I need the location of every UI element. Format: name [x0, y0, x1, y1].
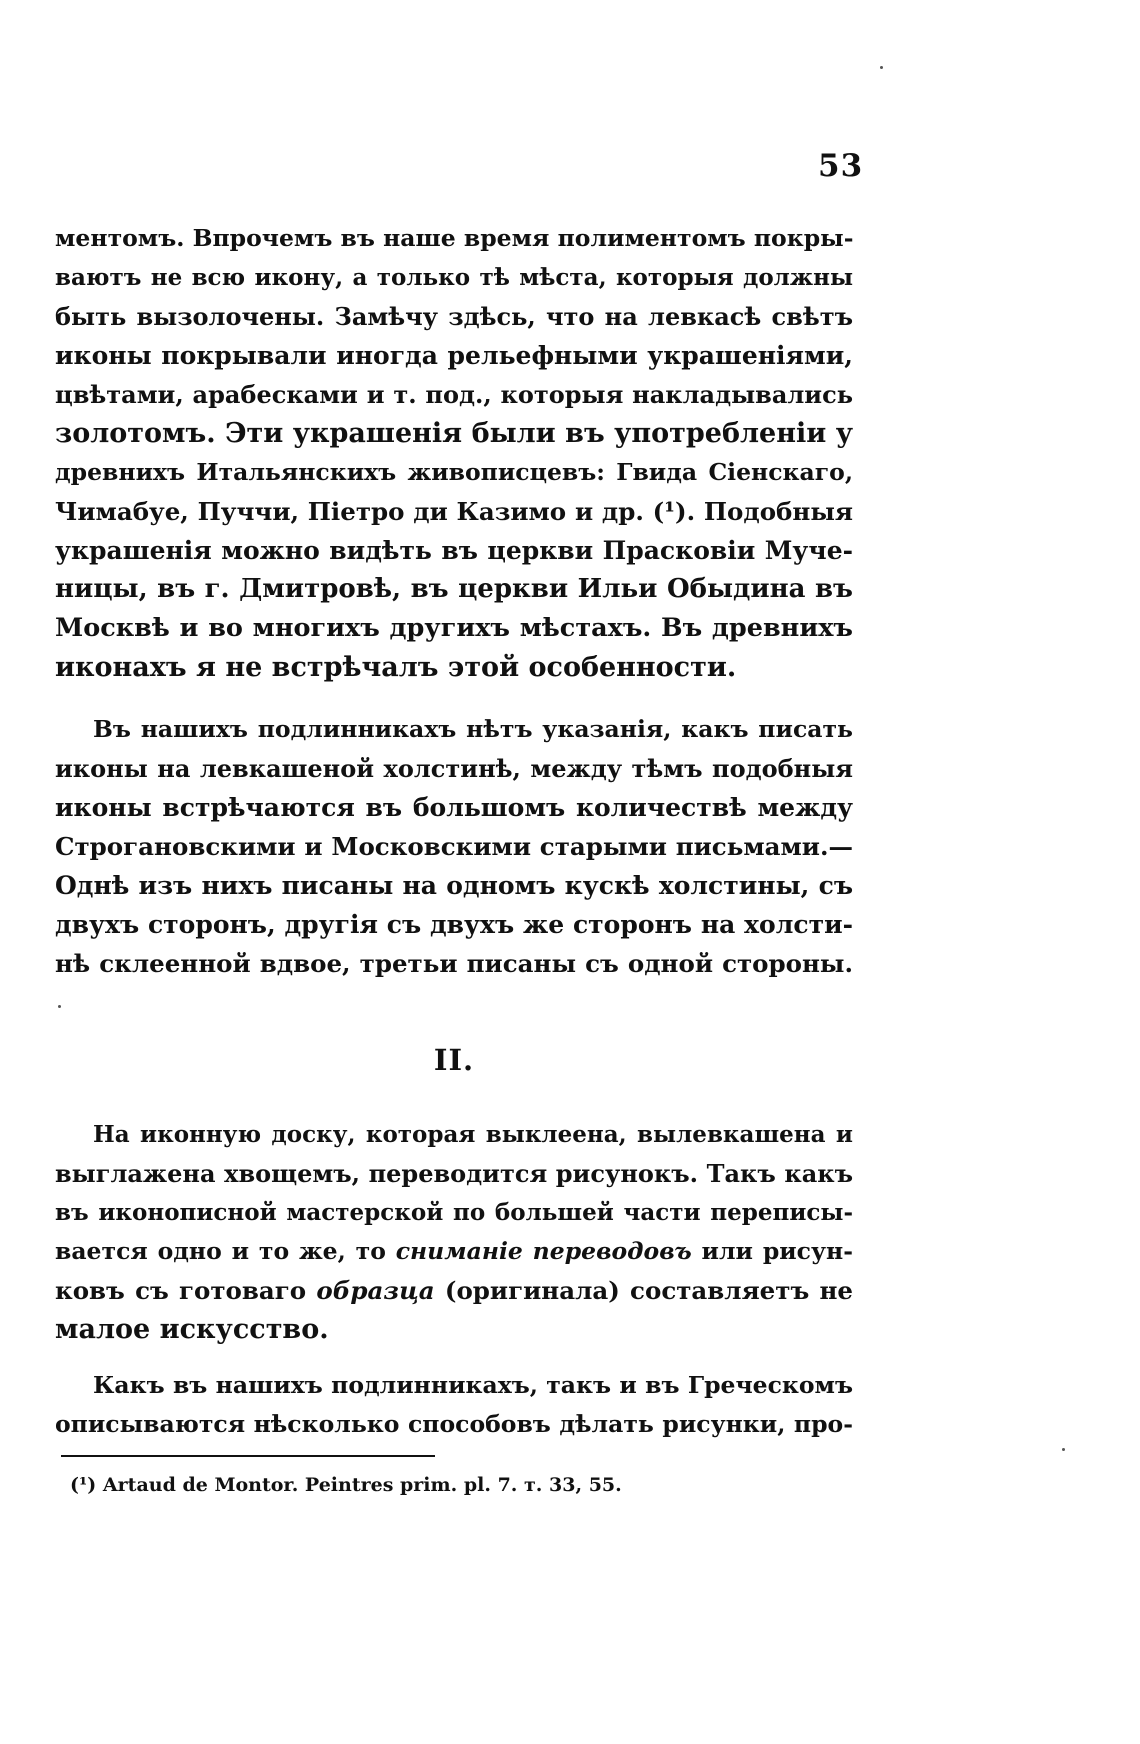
text-line: Строгановскими и Московскими старыми письмами.—: [55, 832, 853, 861]
text-line: иконахъ я не встрѣчалъ этой особенности.: [55, 652, 737, 683]
text-line: Москвѣ и во многихъ другихъ мѣстахъ. Въ древнихъ: [55, 613, 853, 643]
paragraph-canvas-icons: [55, 710, 853, 983]
italic-term: сниманіе переводовъ: [395, 1237, 692, 1265]
paragraph-continued: [55, 219, 853, 687]
text-line: иконы встрѣчаются въ большомъ количествѣ между: [55, 793, 853, 822]
text-line: малое искусство.: [55, 1314, 329, 1345]
paragraph-drawing-transfer: [55, 1115, 853, 1349]
text-line: иконы на левкашеной холстинѣ, между тѣмъ подобныя: [55, 754, 853, 783]
paragraph-methods: [55, 1366, 853, 1444]
text-line-with-italic: [55, 1232, 853, 1271]
text-line: Какъ въ нашихъ подлинникахъ, такъ и въ Греческомъ: [93, 1371, 853, 1399]
footnote: (¹) Artaud de Montor. Peintres prim. pl. 7. т. 33, 55.: [70, 1474, 622, 1496]
text-line: двухъ сторонъ, другія съ двухъ же сторонъ на холсти-: [55, 910, 853, 939]
text-line: выглажена хвощемъ, переводится рисунокъ. Такъ какъ: [55, 1159, 853, 1188]
print-speck: [1062, 1448, 1065, 1451]
text-run: или рисун-: [691, 1237, 853, 1265]
print-speck: [58, 1005, 61, 1008]
text-line: иконы покрывали иногда рельефными украшеніями,: [55, 341, 853, 370]
text-line: нѣ склеенной вдвое, третьи писаны съ одной стороны.: [55, 949, 853, 978]
text-line: ницы, въ г. Дмитровѣ, въ церкви Ильи Обыдина въ: [55, 574, 853, 604]
text-line: ваютъ не всю икону, а только тѣ мѣста, которыя должны: [55, 264, 853, 291]
text-line-with-italic: [55, 1271, 853, 1310]
italic-term: образца: [316, 1276, 435, 1305]
section-heading: II.: [433, 1043, 475, 1077]
text-line: Однѣ изъ нихъ писаны на одномъ кускѣ холстины, съ: [55, 871, 853, 900]
page-number: 53: [818, 148, 864, 184]
text-run: вается одно и то же, то: [55, 1237, 396, 1265]
text-line: На иконную доску, которая выклеена, вылевкашена и: [93, 1121, 853, 1148]
text-line: золотомъ. Эти украшенія были въ употребленіи у: [55, 418, 853, 449]
text-line: Чимабуе, Пуччи, Піетро ди Казимо и др. (¹). Подобныя: [55, 497, 853, 526]
text-line: Въ нашихъ подлинникахъ нѣтъ указанія, какъ писать: [93, 715, 853, 743]
text-line: древнихъ Итальянскихъ живописцевъ: Гвида Сіенскаго,: [55, 458, 853, 486]
print-speck: [880, 66, 883, 69]
footnote-divider: [61, 1455, 435, 1457]
text-line: быть вызолочены. Замѣчу здѣсь, что на левкасѣ свѣтъ: [55, 302, 853, 331]
text-line: украшенія можно видѣть въ церкви Прасковіи Муче-: [55, 536, 853, 565]
text-line: ментомъ. Впрочемъ въ наше время полиментомъ покры-: [55, 224, 854, 252]
text-line: описываются нѣсколько способовъ дѣлать рисунки, про-: [55, 1410, 853, 1438]
text-line: въ иконописной мастерской по большей части переписы-: [55, 1199, 853, 1226]
text-run: ковъ съ готоваго: [55, 1276, 317, 1305]
text-line: цвѣтами, арабесками и т. под., которыя накладывались: [55, 380, 853, 409]
text-run: (оригинала) составляетъ не: [434, 1276, 853, 1305]
